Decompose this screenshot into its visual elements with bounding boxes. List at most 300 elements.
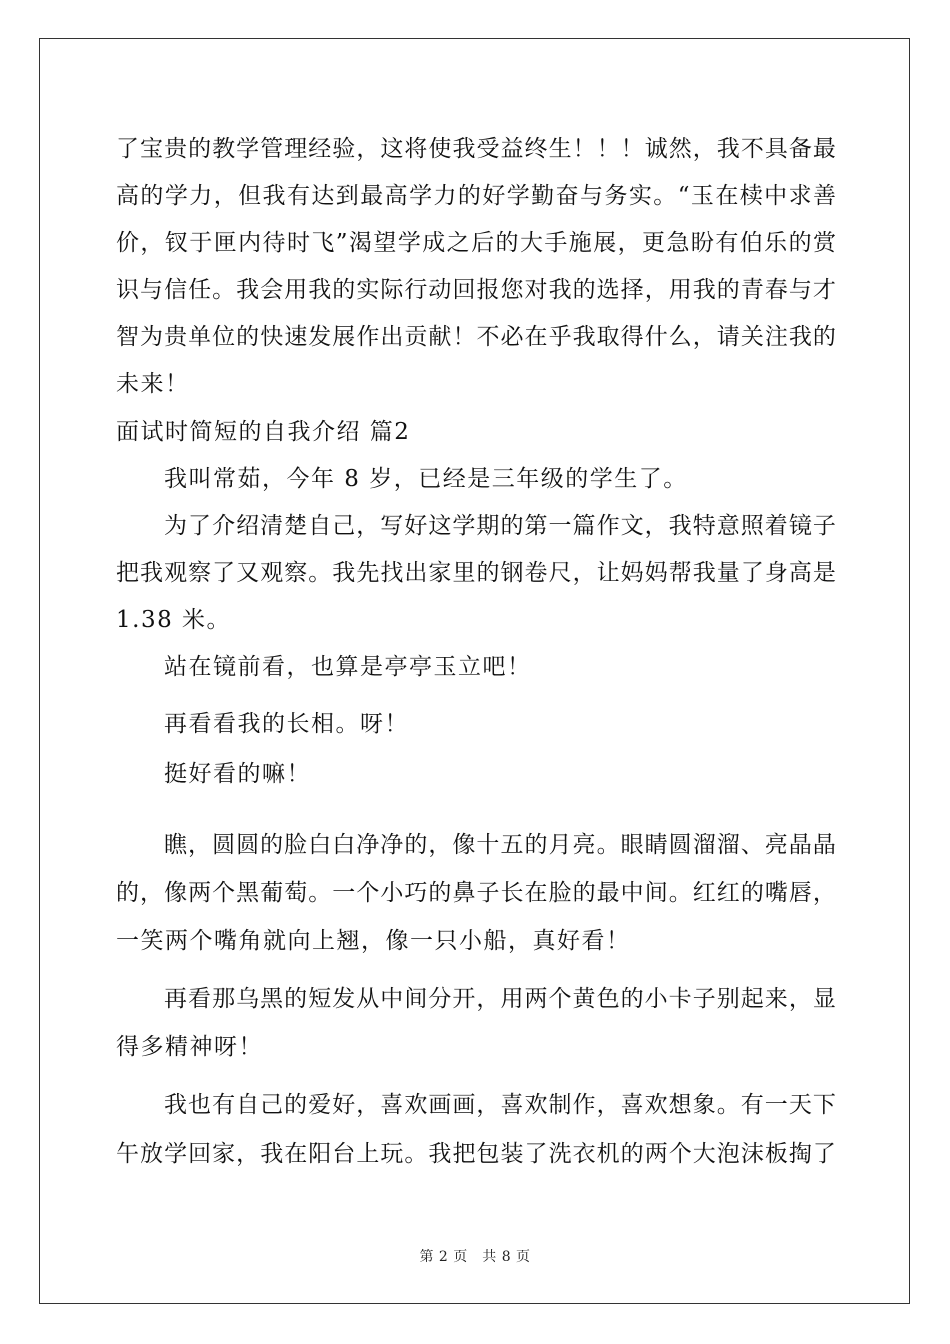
text-char: 望 bbox=[373, 230, 397, 256]
text-char: 泡 bbox=[716, 1141, 740, 1167]
text-char: 玉 bbox=[690, 183, 714, 209]
paragraph-line: 我叫常茹，今年 8 岁，已经是三年级的学生了。 bbox=[164, 466, 688, 492]
text-char: 两 bbox=[644, 1141, 668, 1167]
text-char: 不 bbox=[740, 136, 764, 162]
text-char: 的 bbox=[500, 513, 524, 539]
text-char: 学 bbox=[409, 183, 433, 209]
text-char: ， bbox=[140, 230, 164, 256]
text-char: 取 bbox=[596, 324, 620, 350]
text-char: 速 bbox=[284, 324, 308, 350]
text-char: ！ bbox=[596, 136, 620, 162]
text-char: 的 bbox=[812, 324, 836, 350]
text-char: 勤 bbox=[531, 183, 555, 209]
text-char: 实 bbox=[356, 277, 380, 303]
text-char: 我 bbox=[262, 183, 286, 209]
text-char: 的 bbox=[495, 230, 519, 256]
text-char: 在 bbox=[715, 183, 739, 209]
text-char: 篇 bbox=[572, 513, 596, 539]
text-char: 的 bbox=[620, 986, 644, 1012]
text-char: 。 bbox=[404, 1141, 428, 1167]
text-char: 的 bbox=[332, 277, 356, 303]
text-char: 黄 bbox=[572, 986, 596, 1012]
text-char: 意 bbox=[716, 513, 740, 539]
text-char: 。 bbox=[308, 880, 332, 906]
text-char: 个 bbox=[356, 880, 380, 906]
text-char: 的 bbox=[572, 277, 596, 303]
text-char: 亮 bbox=[572, 832, 596, 858]
text-char: 待 bbox=[262, 230, 286, 256]
text-char: 让 bbox=[596, 560, 620, 586]
text-char: 身 bbox=[764, 560, 788, 586]
text-char: 生 bbox=[548, 136, 572, 162]
text-char: ！ bbox=[452, 324, 476, 350]
text-char: ， bbox=[812, 880, 836, 906]
text-char: 妈 bbox=[644, 560, 668, 586]
text-char: 的 bbox=[428, 880, 452, 906]
text-char: 在 bbox=[524, 324, 548, 350]
text-char: 了 bbox=[740, 560, 764, 586]
text-char: 量 bbox=[716, 560, 740, 586]
text-char: 备 bbox=[788, 136, 812, 162]
section-heading: 面试时简短的自我介绍 篇2 bbox=[116, 419, 411, 445]
text-char: ， bbox=[572, 560, 596, 586]
text-char: 单 bbox=[188, 324, 212, 350]
paragraph-line bbox=[164, 1081, 836, 1129]
text-char: 葡 bbox=[260, 880, 284, 906]
page-footer: 第 2 页 共 8 页 bbox=[419, 1249, 531, 1265]
text-char: ， bbox=[428, 832, 452, 858]
text-char: 有 bbox=[286, 183, 310, 209]
text-char: 的 bbox=[572, 880, 596, 906]
text-char: 最 bbox=[596, 880, 620, 906]
text-char: 我 bbox=[716, 136, 740, 162]
text-char: 个 bbox=[668, 1141, 692, 1167]
text-char: ， bbox=[692, 136, 716, 162]
text-char: ， bbox=[356, 136, 380, 162]
text-char: 但 bbox=[238, 183, 262, 209]
text-char: 圆 bbox=[668, 832, 692, 858]
text-char: 好 bbox=[404, 513, 428, 539]
text-char: 与 bbox=[788, 277, 812, 303]
text-char: 先 bbox=[356, 560, 380, 586]
paragraph-line: 站在镜前看，也算是亭亭玉立吧！ bbox=[164, 654, 532, 680]
text-char: 经 bbox=[308, 136, 332, 162]
text-char: 任 bbox=[188, 277, 212, 303]
text-char: 高 bbox=[384, 183, 408, 209]
text-char: 晶 bbox=[812, 832, 836, 858]
text-char: 展 bbox=[332, 324, 356, 350]
text-char: 想 bbox=[668, 1092, 692, 1118]
text-char: 欢 bbox=[404, 1092, 428, 1118]
text-char: 有 bbox=[212, 1092, 236, 1118]
text-char: 的 bbox=[788, 230, 812, 256]
text-char: 黑 bbox=[236, 880, 260, 906]
text-char: 察 bbox=[188, 560, 212, 586]
text-char: 我 bbox=[692, 277, 716, 303]
text-char: 中 bbox=[380, 986, 404, 1012]
text-char: 我 bbox=[452, 136, 476, 162]
text-char: 用 bbox=[668, 277, 692, 303]
text-char: 帮 bbox=[668, 560, 692, 586]
text-char: ， bbox=[356, 1092, 380, 1118]
text-char: 实 bbox=[628, 183, 652, 209]
text-char: 对 bbox=[524, 277, 548, 303]
text-char: 下 bbox=[812, 1092, 836, 1118]
text-char: 您 bbox=[500, 277, 524, 303]
text-char: 制 bbox=[548, 1092, 572, 1118]
text-char: 喜 bbox=[620, 1092, 644, 1118]
text-char: 放 bbox=[140, 1141, 164, 1167]
text-char: 画 bbox=[452, 1092, 476, 1118]
text-char: 察 bbox=[284, 560, 308, 586]
text-line bbox=[116, 869, 836, 917]
paragraph-line: 挺好看的嘛！ bbox=[164, 761, 311, 787]
text-char: 理 bbox=[284, 136, 308, 162]
text-char: 用 bbox=[500, 986, 524, 1012]
text-char: 于 bbox=[189, 230, 213, 256]
text-char: 个 bbox=[212, 880, 236, 906]
text-char: 青 bbox=[740, 277, 764, 303]
text-char: 使 bbox=[428, 136, 452, 162]
text-char: 也 bbox=[188, 1092, 212, 1118]
text-char: ， bbox=[692, 324, 716, 350]
text-char: ， bbox=[140, 880, 164, 906]
text-char: 红 bbox=[716, 880, 740, 906]
text-char: ， bbox=[644, 513, 668, 539]
text-char: 了 bbox=[524, 1141, 548, 1167]
text-char: 在 bbox=[524, 880, 548, 906]
text-char: 献 bbox=[428, 324, 452, 350]
text-char: 贡 bbox=[404, 324, 428, 350]
text-char: 巧 bbox=[404, 880, 428, 906]
text-char: ， bbox=[644, 277, 668, 303]
text-char: 乎 bbox=[548, 324, 572, 350]
text-char: 行 bbox=[404, 277, 428, 303]
text-char: 务 bbox=[604, 183, 628, 209]
text-char: 快 bbox=[260, 324, 284, 350]
text-char: 我 bbox=[164, 1092, 187, 1118]
text-char: 卷 bbox=[524, 560, 548, 586]
text-char: 阳 bbox=[308, 1141, 332, 1167]
text-char: 好 bbox=[332, 1092, 356, 1118]
text-char: 的 bbox=[740, 880, 764, 906]
text-char: 我 bbox=[260, 1141, 284, 1167]
text-char: 才 bbox=[812, 277, 836, 303]
text-char: 椟 bbox=[739, 183, 763, 209]
text-char: 的 bbox=[236, 324, 260, 350]
text-char: 学 bbox=[506, 183, 530, 209]
text-char: 发 bbox=[332, 986, 356, 1012]
text-char: 脸 bbox=[548, 880, 572, 906]
text-char: 来 bbox=[764, 986, 788, 1012]
text-char: 中 bbox=[764, 183, 788, 209]
text-char: 用 bbox=[284, 277, 308, 303]
text-char: 我 bbox=[308, 277, 332, 303]
text-char: 具 bbox=[764, 136, 788, 162]
text-char: 盼 bbox=[690, 230, 714, 256]
text-char: 请 bbox=[716, 324, 740, 350]
text-char: 将 bbox=[404, 136, 428, 162]
text-char: 的 bbox=[116, 880, 139, 906]
text-char: 的 bbox=[188, 136, 212, 162]
text-char: 介 bbox=[212, 513, 236, 539]
text-char: 圆 bbox=[236, 832, 260, 858]
text-char: 择 bbox=[620, 277, 644, 303]
text-char: 。 bbox=[308, 560, 332, 586]
text-char: 尺 bbox=[548, 560, 572, 586]
text-char: 在 bbox=[284, 1141, 308, 1167]
text-char: 一 bbox=[548, 513, 572, 539]
text-char: 。 bbox=[653, 183, 677, 209]
text-char: 的 bbox=[404, 832, 428, 858]
text-char: 特 bbox=[692, 513, 716, 539]
text-char: 自 bbox=[308, 513, 332, 539]
text-char: 必 bbox=[500, 324, 524, 350]
text-char: 的 bbox=[620, 1141, 644, 1167]
text-char: 净 bbox=[356, 832, 380, 858]
text-char: ， bbox=[617, 230, 641, 256]
text-char: 掏 bbox=[788, 1141, 812, 1167]
text-char: ！ bbox=[572, 136, 596, 162]
text-char: 乌 bbox=[236, 986, 260, 1012]
text-char: 会 bbox=[260, 277, 284, 303]
text-char: 高 bbox=[116, 183, 139, 209]
text-char: 一 bbox=[764, 1092, 788, 1118]
text-char: ” bbox=[335, 230, 348, 256]
text-char: 欢 bbox=[644, 1092, 668, 1118]
text-char: 台 bbox=[332, 1141, 356, 1167]
text-char: 学 bbox=[164, 1141, 188, 1167]
text-char: 展 bbox=[593, 230, 617, 256]
text-char: ， bbox=[213, 183, 237, 209]
text-char: 施 bbox=[568, 230, 592, 256]
text-char: 验 bbox=[332, 136, 356, 162]
text-char: 玩 bbox=[380, 1141, 404, 1167]
text-char: 净 bbox=[380, 832, 404, 858]
text-char: 间 bbox=[404, 986, 428, 1012]
text-line bbox=[116, 549, 836, 597]
text-char: 高 bbox=[788, 560, 812, 586]
text-char: 个 bbox=[548, 986, 572, 1012]
text-char: 清 bbox=[260, 513, 284, 539]
text-char: 作 bbox=[572, 1092, 596, 1118]
text-char: ， bbox=[236, 1141, 260, 1167]
text-char: 包 bbox=[476, 1141, 500, 1167]
text-char: 赏 bbox=[813, 230, 836, 256]
paragraph-line: 再看看我的长相。呀！ bbox=[164, 711, 409, 737]
text-char: 妈 bbox=[620, 560, 644, 586]
text-char: 间 bbox=[644, 880, 668, 906]
text-char: 与 bbox=[580, 183, 604, 209]
text-char: 匣 bbox=[213, 230, 237, 256]
text-char: 然 bbox=[668, 136, 692, 162]
text-char: 出 bbox=[404, 560, 428, 586]
text-char: ！ bbox=[620, 136, 644, 162]
text-char: ， bbox=[188, 832, 212, 858]
text-char: 么 bbox=[668, 324, 692, 350]
text-char: 飞 bbox=[311, 230, 335, 256]
text-char: 装 bbox=[500, 1141, 524, 1167]
text-char: 己 bbox=[260, 1092, 284, 1118]
text-char: 教 bbox=[212, 136, 236, 162]
text-char: 这 bbox=[380, 136, 404, 162]
text-char: 不 bbox=[476, 324, 500, 350]
text-char: 学 bbox=[236, 136, 260, 162]
text-char: 亮 bbox=[764, 832, 788, 858]
text-char: 注 bbox=[764, 324, 788, 350]
text-char: 最 bbox=[812, 136, 836, 162]
text-char: 好 bbox=[482, 183, 506, 209]
text-char: 家 bbox=[428, 560, 452, 586]
text-char: 像 bbox=[452, 832, 476, 858]
text-char: 奋 bbox=[555, 183, 579, 209]
text-char: 溜 bbox=[716, 832, 740, 858]
text-char: 时 bbox=[286, 230, 310, 256]
text-char: 卡 bbox=[668, 986, 692, 1012]
text-char: 什 bbox=[644, 324, 668, 350]
text-char: 月 bbox=[548, 832, 572, 858]
text-line bbox=[116, 172, 836, 220]
text-char: 萄 bbox=[284, 880, 308, 906]
text-char: 找 bbox=[380, 560, 404, 586]
text-char: 的 bbox=[140, 183, 164, 209]
text-char: 回 bbox=[452, 277, 476, 303]
text-char: 脸 bbox=[284, 832, 308, 858]
text-char: 嘴 bbox=[764, 880, 788, 906]
text-char: 十 bbox=[476, 832, 500, 858]
text-char: 晶 bbox=[788, 832, 812, 858]
text-char: 最 bbox=[360, 183, 384, 209]
text-char: ， bbox=[356, 513, 380, 539]
text-char: 衣 bbox=[572, 1141, 596, 1167]
paragraph-line bbox=[164, 821, 836, 869]
text-char: 着 bbox=[764, 513, 788, 539]
text-char: 报 bbox=[476, 277, 500, 303]
text-char: 关 bbox=[740, 324, 764, 350]
text-char: 我 bbox=[236, 277, 260, 303]
text-char: 我 bbox=[668, 513, 692, 539]
text-char: 洗 bbox=[548, 1141, 572, 1167]
text-char: 己 bbox=[332, 513, 356, 539]
text-char: 这 bbox=[428, 513, 452, 539]
text-char: 了 bbox=[812, 1141, 836, 1167]
text-char: 伯 bbox=[739, 230, 763, 256]
text-char: 板 bbox=[764, 1141, 788, 1167]
text-char: 写 bbox=[380, 513, 404, 539]
text-char: 像 bbox=[164, 880, 188, 906]
text-char: 画 bbox=[428, 1092, 452, 1118]
text-char: 了 bbox=[116, 136, 139, 162]
text-char: 楚 bbox=[284, 513, 308, 539]
text-char: 学 bbox=[452, 513, 476, 539]
text-char: 小 bbox=[644, 986, 668, 1012]
text-char: 价 bbox=[116, 230, 139, 256]
text-char: 白 bbox=[308, 832, 332, 858]
text-char: 唇 bbox=[788, 880, 812, 906]
paragraph-line bbox=[164, 975, 836, 1023]
text-char: 大 bbox=[692, 1141, 716, 1167]
text-char: 自 bbox=[236, 1092, 260, 1118]
text-char: 学 bbox=[397, 230, 421, 256]
text-char: 得 bbox=[620, 324, 644, 350]
text-char: 成 bbox=[422, 230, 446, 256]
text-char: 鼻 bbox=[452, 880, 476, 906]
text-char: 贵 bbox=[164, 324, 188, 350]
text-char: 有 bbox=[740, 1092, 764, 1118]
text-char: ， bbox=[788, 986, 812, 1012]
text-char: 智 bbox=[116, 324, 139, 350]
text-char: 沫 bbox=[740, 1141, 764, 1167]
text-char: 镜 bbox=[788, 513, 812, 539]
text-char: 手 bbox=[544, 230, 568, 256]
text-char: 的 bbox=[476, 560, 500, 586]
text-char: 有 bbox=[715, 230, 739, 256]
text-char: 我 bbox=[428, 1141, 452, 1167]
text-char: 钗 bbox=[164, 230, 188, 256]
text-char: 后 bbox=[471, 230, 495, 256]
text-char: 的 bbox=[457, 183, 481, 209]
text-char: 小 bbox=[380, 880, 404, 906]
text-char: 信 bbox=[164, 277, 188, 303]
text-char: 际 bbox=[380, 277, 404, 303]
text-char: 作 bbox=[356, 324, 380, 350]
text-char: 子 bbox=[812, 513, 836, 539]
text-char: 里 bbox=[452, 560, 476, 586]
text-char: 溜 bbox=[692, 832, 716, 858]
text-char: 的 bbox=[260, 832, 284, 858]
text-char: 求 bbox=[788, 183, 812, 209]
text-char: 终 bbox=[524, 136, 548, 162]
text-char: 喜 bbox=[500, 1092, 524, 1118]
text-char: 期 bbox=[476, 513, 500, 539]
text-char: 子 bbox=[692, 986, 716, 1012]
text-char: 两 bbox=[188, 880, 212, 906]
text-char: 更 bbox=[642, 230, 666, 256]
text-char: 家 bbox=[212, 1141, 236, 1167]
text-char: 上 bbox=[356, 1141, 380, 1167]
text-line: 得多精神呀！ bbox=[116, 1034, 263, 1060]
text-char: 起 bbox=[740, 986, 764, 1012]
text-char: 之 bbox=[446, 230, 470, 256]
text-char: 那 bbox=[212, 986, 236, 1012]
text-char: 是 bbox=[812, 560, 836, 586]
text-char: 色 bbox=[596, 986, 620, 1012]
text-char: 照 bbox=[740, 513, 764, 539]
text-char: 内 bbox=[238, 230, 262, 256]
text-char: 诚 bbox=[644, 136, 668, 162]
text-char: 子 bbox=[476, 880, 500, 906]
text-char: 开 bbox=[452, 986, 476, 1012]
text-char: 我 bbox=[788, 324, 812, 350]
text-char: 。 bbox=[596, 832, 620, 858]
text-line bbox=[116, 1130, 836, 1178]
text-char: 、 bbox=[740, 832, 764, 858]
paragraph-line bbox=[164, 502, 836, 550]
text-char: 长 bbox=[500, 880, 524, 906]
text-line bbox=[116, 219, 836, 267]
text-char: 益 bbox=[500, 136, 524, 162]
text-char: 。 bbox=[212, 277, 236, 303]
text-char: 渴 bbox=[348, 230, 372, 256]
text-char: 为 bbox=[140, 324, 164, 350]
text-char: 力 bbox=[189, 183, 213, 209]
text-char: 达 bbox=[311, 183, 335, 209]
text-char: 爱 bbox=[308, 1092, 332, 1118]
text-char: 红 bbox=[692, 880, 716, 906]
text-char: 我 bbox=[332, 560, 356, 586]
text-char: 又 bbox=[236, 560, 260, 586]
text-char: 。 bbox=[716, 1092, 740, 1118]
